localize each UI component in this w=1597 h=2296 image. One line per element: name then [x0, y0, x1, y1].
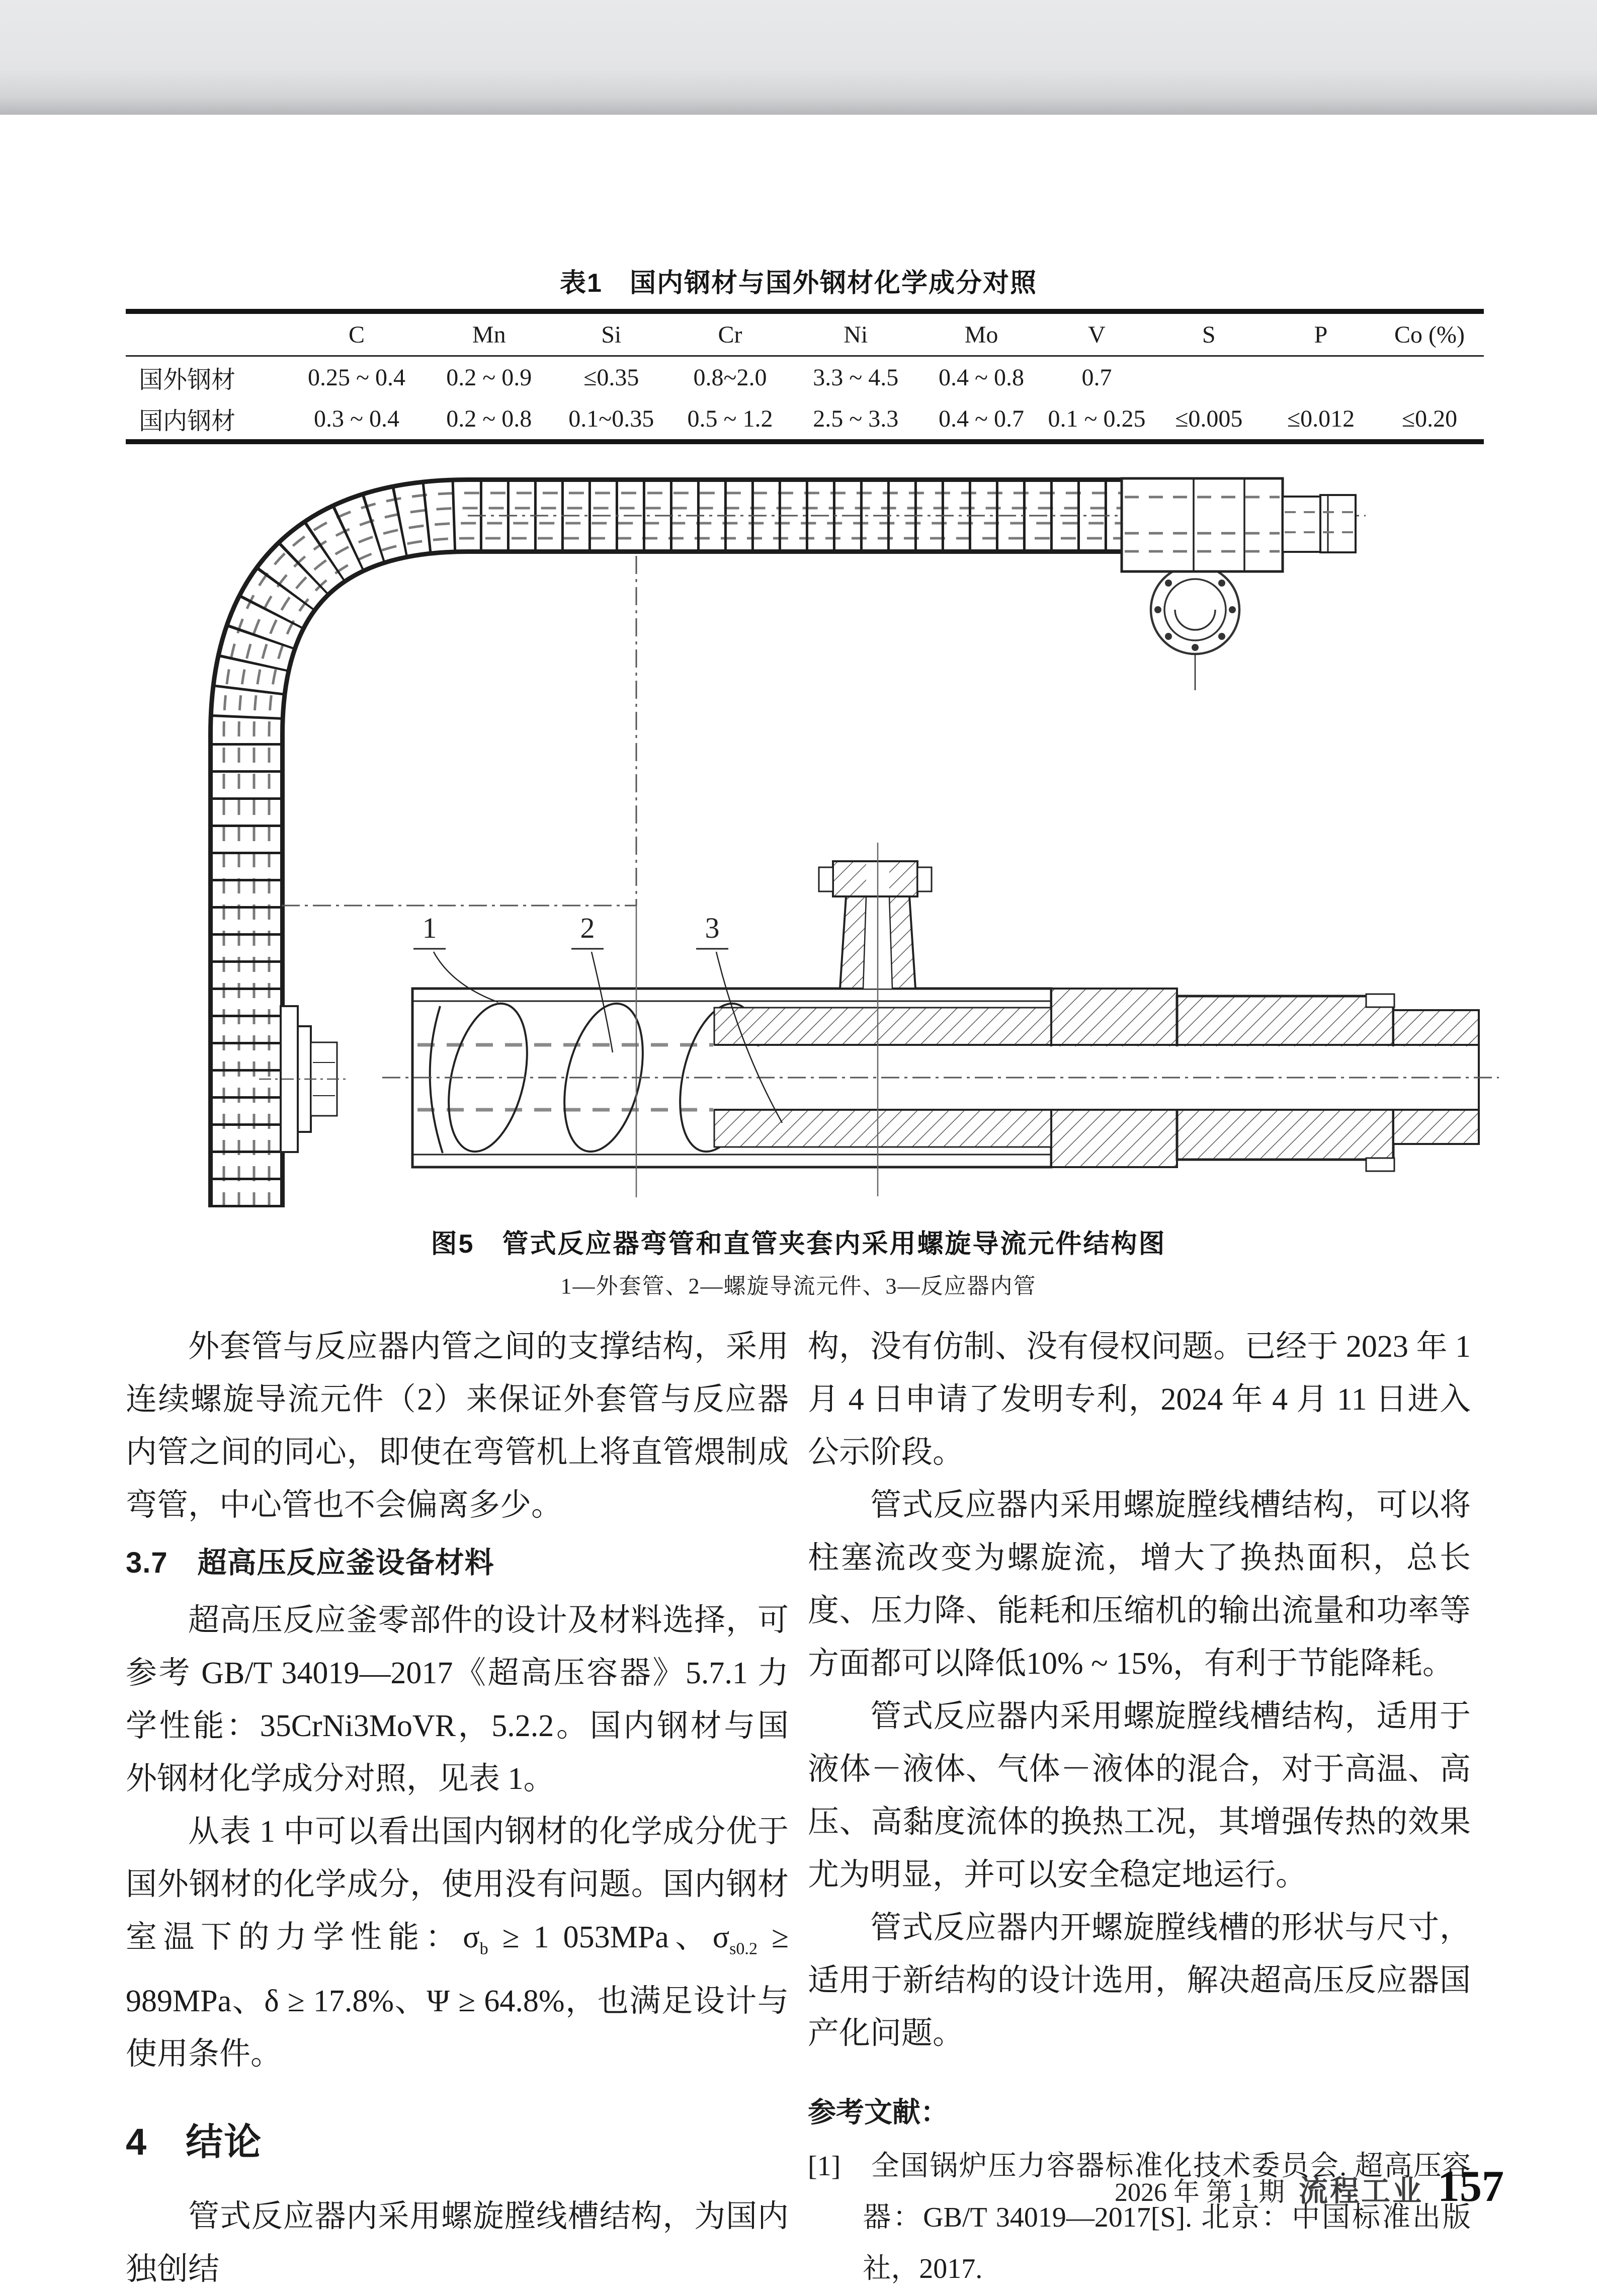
table-cell [1267, 356, 1375, 398]
reference-1: [1] 全国锅炉压力容器标准化技术委员会. 超高压容器：GB/T 34019—2017[S]. 北京：中国标准出版社，2017. [808, 2151, 1471, 2284]
part-label-1: 1 [422, 912, 437, 944]
heading-4-conclusion: 4 结论 [126, 2121, 263, 2163]
tee-branch [819, 861, 932, 989]
paragraph-material-selection: 超高压反应釜零部件的设计及材料选择，可参考 GB/T 34019—2017《超高压容器》5.7.1 力学性能：35CrNi3MoVR，5.2.2。国内钢材与国外钢材化学成分对照，见表 1。 [126, 1603, 789, 1796]
table-header-cell: Ni [844, 321, 868, 348]
jacket-assembly [382, 861, 1499, 1171]
subscript-s02: s0.2 [729, 1939, 758, 1958]
table-cell: 0.4 ~ 0.7 [939, 405, 1024, 432]
heading-3-7: 3.7 超高压反应釜设备材料 [126, 1546, 494, 1579]
text-run: ≥ 989MPa、δ ≥ 17.8%、Ψ ≥ 64.8%，也满足设计与使用条件。 [126, 1920, 789, 2072]
table-cell [1151, 356, 1267, 398]
table-cell: 国外钢材 [139, 366, 236, 393]
footer-issue: 2026 年 第 1 期 [1114, 2178, 1285, 2207]
footer-journal-name: 流程工业 [1298, 2175, 1423, 2207]
table-cell: 0.4 ~ 0.8 [939, 364, 1024, 391]
table-cell: 0.1 ~ 0.25 [1048, 405, 1146, 432]
table-wrapper [126, 309, 1484, 444]
table-header-cell: P [1314, 321, 1328, 348]
table-cell: 0.25 ~ 0.4 [308, 364, 405, 391]
table-cell: 国内钢材 [139, 407, 236, 435]
table-cell: 0.2 ~ 0.8 [446, 405, 532, 432]
table-header-row [126, 311, 1484, 356]
table-cell: 3.3 ~ 4.5 [813, 364, 899, 391]
text-run: ≥ 1 053MPa、σ [488, 1920, 730, 1954]
steel-composition-table [126, 309, 1484, 444]
page-footer [1115, 2161, 1504, 2212]
table-cell: ≤0.012 [1287, 405, 1355, 432]
paragraph-mixing: 管式反应器内采用螺旋膛线槽结构，适用于液体－液体、气体－液体的混合，对于高温、高压、高黏度流体的换热工况，其增强传热的效果尤为明显，并可以安全稳定地运行。 [808, 1699, 1471, 1892]
text-run: 从表 1 中可以看出国内钢材的化学成分优于国外钢材的化学成分，使用没有问题。国内钢材室温下的力学性能：σ [126, 1815, 789, 1954]
table-cell: ≤0.20 [1401, 405, 1458, 432]
left-column [126, 1321, 789, 2296]
figure-5-drawing [166, 453, 1524, 1207]
table-row [126, 356, 1484, 398]
table-header-cell: S [1202, 321, 1216, 348]
figure-caption: 图5 管式反应器弯管和直管夹套内采用螺旋导流元件结构图 [431, 1229, 1166, 1259]
table-header-cell: C [348, 321, 365, 348]
table-cell: 0.1~0.35 [568, 405, 654, 432]
paragraph-mechanical-properties [126, 1806, 789, 2081]
table-cell [1375, 356, 1484, 398]
table-cell: 2.5 ~ 3.3 [813, 405, 899, 432]
paragraph-conclusion-start: 管式反应器内采用螺旋膛线槽结构，为国内独创结 [126, 2199, 789, 2287]
paragraph-groove-shape: 管式反应器内开螺旋膛线槽的形状与尺寸，适用于新结构的设计选用，解决超高压反应器国产化问题。 [808, 1911, 1471, 2051]
part-label-2: 2 [580, 912, 595, 944]
table-row [126, 398, 1484, 442]
table-header-cell [126, 311, 289, 356]
table-cell: ≤0.35 [583, 364, 639, 391]
table-cell: ≤0.005 [1175, 405, 1243, 432]
references-heading: 参考文献： [808, 2096, 949, 2128]
paragraph-patent: 构，没有仿制、没有侵权问题。已经于 2023 年 1 月 4 日申请了发明专利，2024 年 4 月 11 日进入公示阶段。 [808, 1330, 1471, 1469]
paragraph-spiral-flow: 管式反应器内采用螺旋膛线槽结构，可以将柱塞流改变为螺旋流，增大了换热面积，总长度、压力降、能耗和压缩机的输出流量和功率等方面都可以降低10% ~ 15%，有利于节能降耗。 [808, 1488, 1471, 1681]
table-cell: 0.3 ~ 0.4 [314, 405, 399, 432]
table-cell: 0.7 [1081, 364, 1112, 391]
scan-top-band [0, 0, 1597, 115]
top-flange [1151, 563, 1239, 690]
table-title: 表1 国内钢材与国外钢材化学成分对照 [560, 269, 1037, 298]
subscript-b: b [479, 1939, 488, 1958]
part-label-3: 3 [705, 912, 720, 944]
figure-legend: 1—外套管、2—螺旋导流元件、3—反应器内管 [560, 1274, 1037, 1298]
table-header-cell: Mo [964, 321, 998, 348]
pipe-end-couplings [1122, 478, 1356, 571]
table-header-cell: Si [601, 321, 622, 348]
paragraph-support-structure: 外套管与反应器内管之间的支撑结构，采用连续螺旋导流元件（2）来保证外套管与反应器内管之间的同心，即使在弯管机上将直管煨制成弯管，中心管也不会偏离多少。 [126, 1330, 789, 1522]
table-header-cell: Mn [472, 321, 506, 348]
table-header-cell: Cr [718, 321, 742, 348]
table-header-cell: Co (%) [1394, 321, 1465, 348]
table-cell: 0.2 ~ 0.9 [446, 364, 532, 391]
table-cell: 0.8~2.0 [693, 364, 767, 391]
right-column [808, 1321, 1471, 2294]
table-cell: 0.5 ~ 1.2 [687, 405, 773, 432]
table-header-cell: V [1088, 321, 1106, 348]
footer-page-number: 157 [1438, 2162, 1504, 2211]
